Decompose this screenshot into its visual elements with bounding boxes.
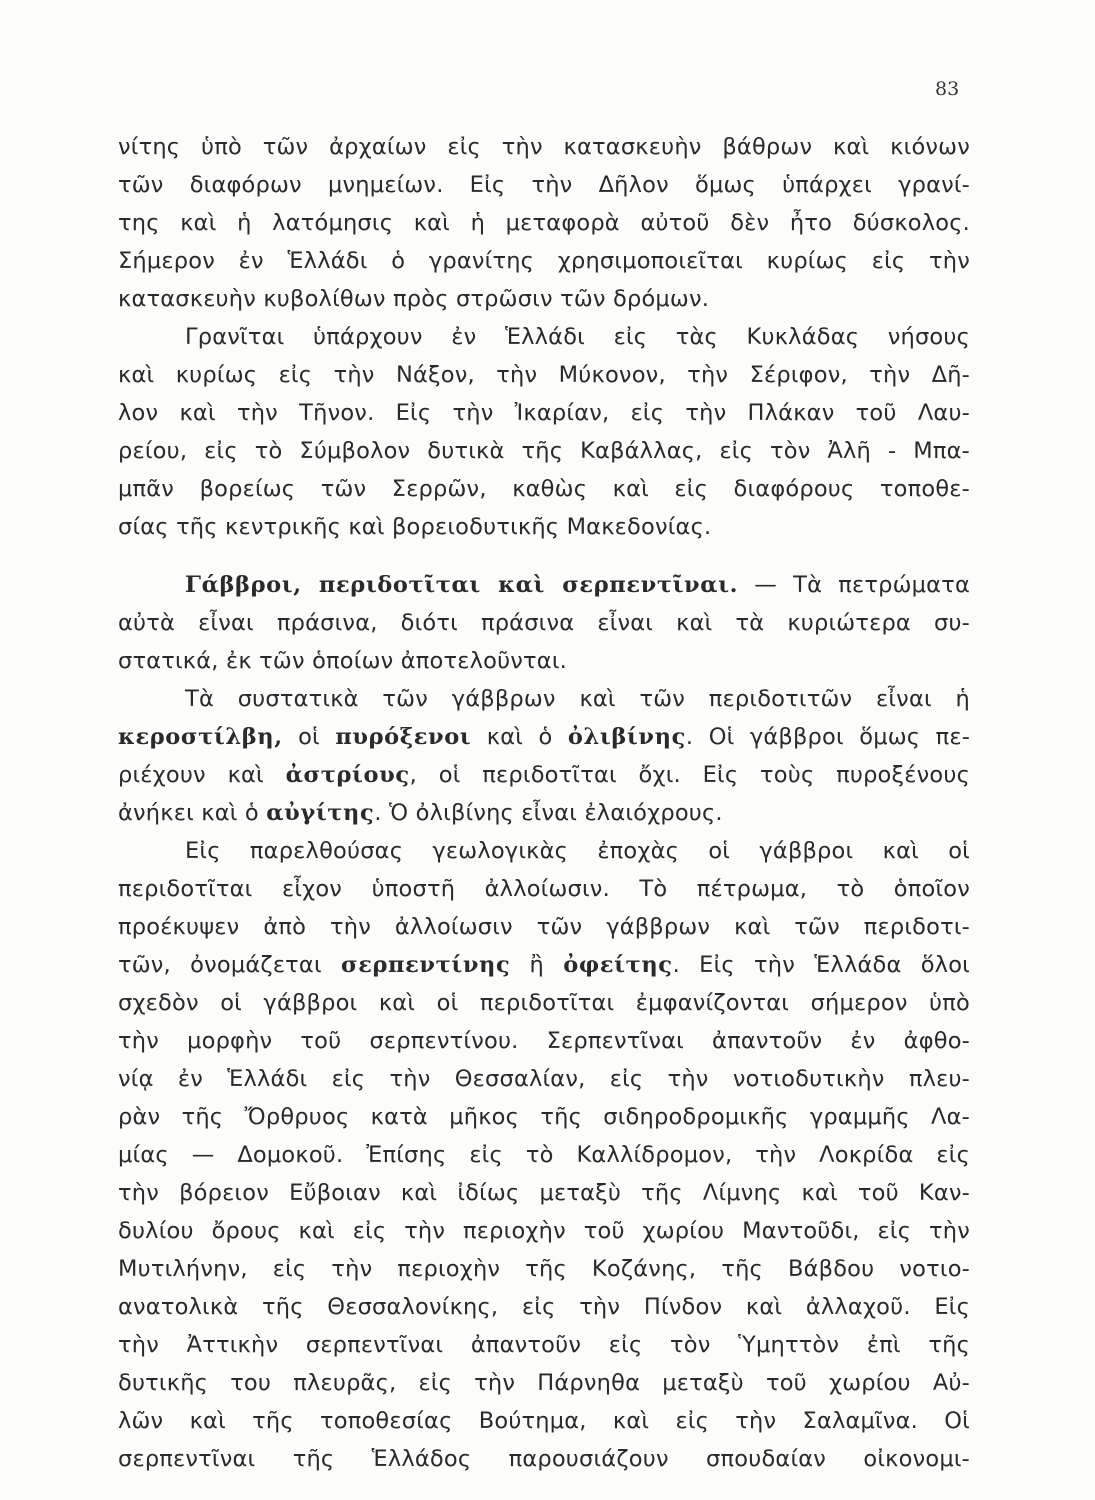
text-line: λον καὶ τὴν Τῆνον. Εἰς τὴν Ἰκαρίαν, εἰς τὴν Πλάκαν τοῦ Λαυ- xyxy=(118,400,970,426)
bold-term: σερπεντίνης xyxy=(341,952,511,978)
text-line: σερπεντῖναι τῆς Ἑλλάδος παρουσιάζουν σπουδαίαν οἰκονομι- xyxy=(118,1446,970,1472)
text-line xyxy=(118,760,970,790)
text-line: τὴν Ἀττικὴν σερπεντῖναι ἀπαντοῦν εἰς τὸν Ὑμηττὸν ἐπὶ τῆς xyxy=(118,1332,970,1358)
text-line xyxy=(118,950,970,980)
text-line: κατασκευὴν κυβολίθων πρὸς στρῶσιν τῶν δρόμων. xyxy=(118,286,710,312)
page-number: 83 xyxy=(935,78,960,100)
text-line: νίτης ὑπὸ τῶν ἀρχαίων εἰς τὴν κατασκευὴν βάθρων καὶ κιόνων xyxy=(118,134,970,160)
text-run: ἀνήκει καὶ ὁ xyxy=(118,800,259,826)
text-line: μίας — Δομοκοῦ. Ἐπίσης εἰς τὸ Καλλίδρομον, τὴν Λοκρίδα εἰς xyxy=(118,1142,970,1168)
text-line xyxy=(118,798,970,828)
text-line: μπᾶν βορείως τῶν Σερρῶν, καθὼς καὶ εἰς διαφόρους τοποθε- xyxy=(118,476,970,502)
text-line: τῶν διαφόρων μνημείων. Εἰς τὴν Δῆλον ὅμως ὑπάρχει γρανί- xyxy=(118,172,970,198)
text-line: Τὰ συστατικὰ τῶν γάββρων καὶ τῶν περιδοτιτῶν εἶναι ἡ xyxy=(185,686,970,712)
bold-term: κεροστίλβη, xyxy=(118,724,283,750)
bold-term: ἀστρίους xyxy=(285,762,410,788)
text-line: σίας τῆς κεντρικῆς καὶ βορειοδυτικῆς Μακεδονίας. xyxy=(118,514,712,540)
text-line: καὶ κυρίως εἰς τὴν Νάξον, τὴν Μύκονον, τὴν Σέριφον, τὴν Δῆ- xyxy=(118,362,970,388)
section-heading-line xyxy=(185,570,970,600)
text-run: — Τὰ πετρώματα xyxy=(754,572,970,598)
text-run: τῶν, ὀνομάζεται xyxy=(118,952,322,978)
text-line: νίᾳ ἐν Ἑλλάδι εἰς τὴν Θεσσαλίαν, εἰς τὴν νοτιοδυτικὴν πλευ- xyxy=(118,1066,970,1092)
text-run: ριέχουν καὶ xyxy=(118,762,264,788)
text-run: . Ὁ ὀλιβίνης εἶναι ἐλαιόχρους. xyxy=(374,800,723,826)
text-line: Εἰς παρελθούσας γεωλογικὰς ἐποχὰς οἱ γάββροι καὶ οἱ xyxy=(185,838,970,864)
text-line: αὐτὰ εἶναι πράσινα, διότι πράσινα εἶναι καὶ τὰ κυριώτερα συ- xyxy=(118,610,970,636)
text-line: στατικά, ἐκ τῶν ὁποίων ἀποτελοῦνται. xyxy=(118,648,567,674)
text-line: προέκυψεν ἀπὸ τὴν ἀλλοίωσιν τῶν γάββρων καὶ τῶν περιδοτι- xyxy=(118,914,970,940)
text-line: τὴν βόρειον Εὔβοιαν καὶ ἰδίως μεταξὺ τῆς Λίμνης καὶ τοῦ Καν- xyxy=(118,1180,970,1206)
text-run: οἱ xyxy=(298,724,320,750)
text-line xyxy=(118,722,970,752)
text-line: ρὰν τῆς Ὄρθρυος κατὰ μῆκος τῆς σιδηροδρομικῆς γραμμῆς Λα- xyxy=(118,1104,970,1130)
section-heading: Γάββροι, περιδοτῖται καὶ σερπεντῖναι. xyxy=(185,572,739,598)
text-line: σχεδὸν οἱ γάββροι καὶ οἱ περιδοτῖται ἐμφανίζονται σήμερον ὑπὸ xyxy=(118,990,970,1016)
text-line: της καὶ ἡ λατόμησις καὶ ἡ μεταφορὰ αὐτοῦ δὲν ἦτο δύσκολος. xyxy=(118,210,970,236)
text-run: . Οἱ γάββροι ὅμως πε- xyxy=(685,724,971,750)
bold-term: αὐγίτης xyxy=(266,800,375,826)
text-run: καὶ ὁ xyxy=(486,724,553,750)
text-line: δυτικῆς του πλευρᾶς, εἰς τὴν Πάρνηθα μεταξὺ τοῦ χωρίου Αὐ- xyxy=(118,1370,970,1396)
text-line: Γρανῖται ὑπάρχουν ἐν Ἑλλάδι εἰς τὰς Κυκλάδας νήσους xyxy=(185,324,970,350)
text-line: Μυτιλήνην, εἰς τὴν περιοχὴν τῆς Κοζάνης, τῆς Βάβδου νοτιο- xyxy=(118,1256,970,1282)
text-line: τὴν μορφὴν τοῦ σερπεντίνου. Σερπεντῖναι ἀπαντοῦν ἐν ἀφθο- xyxy=(118,1028,970,1054)
text-run: ἢ xyxy=(529,952,545,978)
text-line: ανατολικὰ τῆς Θεσσαλονίκης, εἰς τὴν Πίνδον καὶ ἀλλαχοῦ. Εἰς xyxy=(118,1294,970,1320)
bold-term: πυρόξενοι xyxy=(335,724,472,750)
text-line: Σήμερον ἐν Ἑλλάδι ὁ γρανίτης χρησιμοποιεῖται κυρίως εἰς τὴν xyxy=(118,248,970,274)
text-line: δυλίου ὄρους καὶ εἰς τὴν περιοχὴν τοῦ χωρίου Μαντοῦδι, εἰς τὴν xyxy=(118,1218,970,1244)
text-line: λῶν καὶ τῆς τοποθεσίας Βούτημα, καὶ εἰς τὴν Σαλαμῖνα. Οἱ xyxy=(118,1408,970,1434)
text-run: , οἱ περιδοτῖται ὄχι. Εἰς τοὺς πυροξένους xyxy=(409,762,970,788)
text-line: ρείου, εἰς τὸ Σύμβολον δυτικὰ τῆς Καβάλλας, εἰς τὸν Ἀλῆ - Μπα- xyxy=(118,438,970,464)
bold-term: ὀλιβίνης xyxy=(567,724,686,750)
text-run: . Εἰς τὴν Ἑλλάδα ὅλοι xyxy=(672,952,970,978)
bold-term: ὀφείτης xyxy=(563,952,673,978)
text-line: περιδοτῖται εἶχον ὑποστῆ ἀλλοίωσιν. Τὸ πέτρωμα, τὸ ὁποῖον xyxy=(118,876,970,902)
